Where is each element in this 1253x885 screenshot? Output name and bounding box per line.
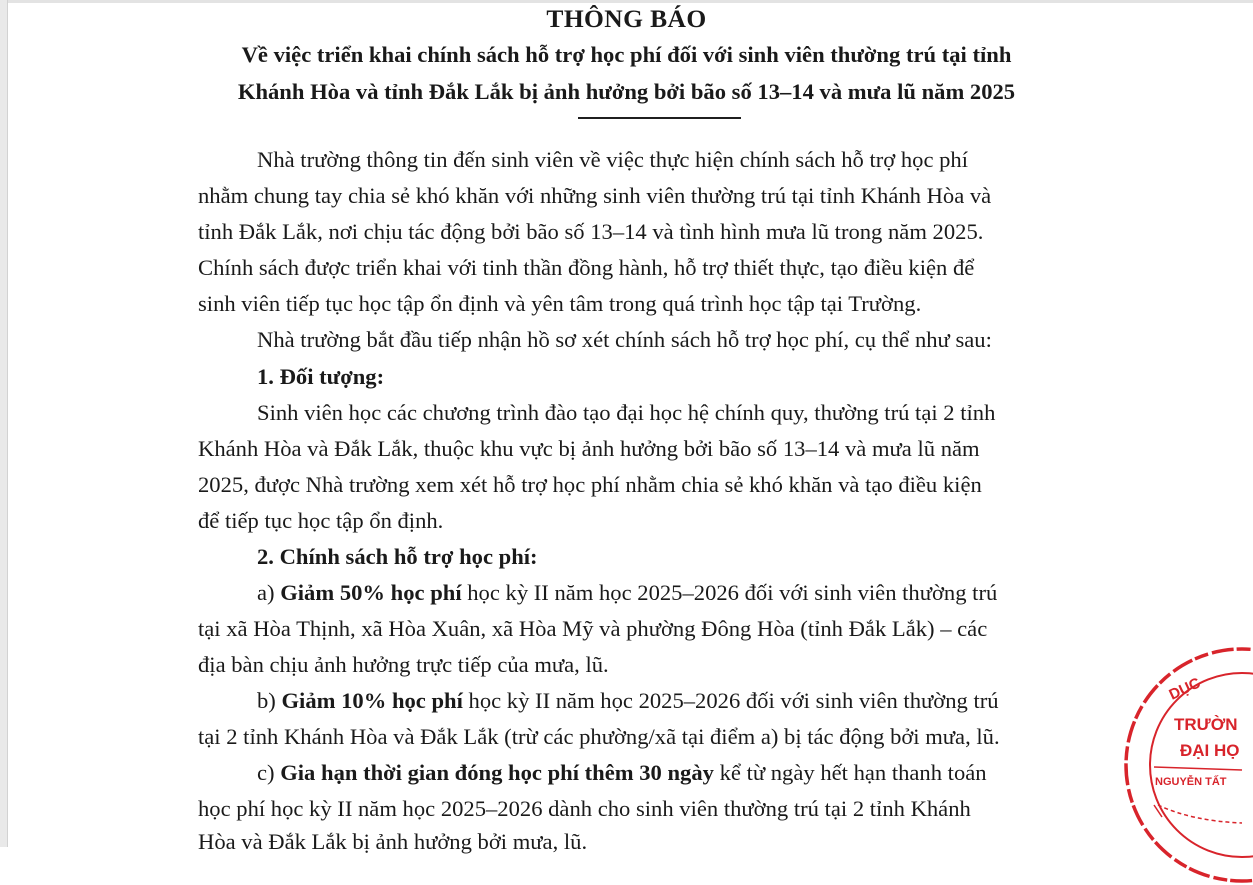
item-c-bold: Gia hạn thời gian đóng học phí thêm 30 ngày [280, 760, 714, 785]
item-c-rest: kể từ ngày hết hạn thanh toán [713, 760, 987, 785]
intro-line-6: Nhà trường bắt đầu tiếp nhận hồ sơ xét chính sách hỗ trợ học phí, cụ thể như sau: [257, 327, 992, 352]
intro-line-1: Nhà trường thông tin đến sinh viên về việc thực hiện chính sách hỗ trợ học phí [257, 147, 968, 172]
intro-line-5: sinh viên tiếp tục học tập ổn định và yên tâm trong quá trình học tập tại Trường. [198, 291, 922, 316]
item-b-rest: học kỳ II năm học 2025–2026 đối với sinh viên thường trú [462, 688, 999, 713]
title-underline [578, 117, 741, 119]
item-a-line-3: địa bàn chịu ảnh hưởng trực tiếp của mưa, lũ. [198, 652, 609, 677]
section2-heading: 2. Chính sách hỗ trợ học phí: [257, 544, 538, 569]
section1-line-2: Khánh Hòa và Đắk Lắk, thuộc khu vực bị ảnh hưởng bởi bão số 13–14 và mưa lũ năm [198, 436, 980, 461]
section1-line-3: 2025, được Nhà trường xem xét hỗ trợ học phí nhằm chia sẻ khó khăn và tạo điều kiện [198, 472, 982, 497]
item-b-line-1 [257, 686, 999, 716]
intro-line-2: nhằm chung tay chia sẻ khó khăn với những sinh viên thường trú tại tỉnh Khánh Hòa và [198, 183, 992, 208]
intro-line-3: tỉnh Đắk Lắk, nơi chịu tác động bởi bão số 13–14 và tình hình mưa lũ trong năm 2025. [198, 219, 984, 244]
item-a-prefix: a) [257, 580, 281, 605]
notice-heading: THÔNG BÁO [546, 4, 707, 33]
viewer-left-edge [0, 0, 8, 847]
item-a-line-1 [257, 578, 997, 608]
stamp-arc-text: DỤC [1166, 674, 1204, 704]
item-a-rest: học kỳ II năm học 2025–2026 đối với sinh viên thường trú [461, 580, 998, 605]
intro-line-4: Chính sách được triển khai với tinh thần đồng hành, hỗ trợ thiết thực, tạo điều kiện để [198, 255, 975, 280]
item-a-line-2: tại xã Hòa Thịnh, xã Hòa Xuân, xã Hòa Mỹ và phường Đông Hòa (tỉnh Đắk Lắk) – các [198, 616, 988, 641]
item-b-bold: Giảm 10% học phí [281, 688, 463, 713]
stamp-line-3: NGUYỄN TẤT [1155, 776, 1227, 788]
item-c-line-2: học phí học kỳ II năm học 2025–2026 dành cho sinh viên thường trú tại 2 tỉnh Khánh [198, 796, 971, 821]
section1-line-4: để tiếp tục học tập ổn định. [198, 508, 444, 533]
stamp-line-1: TRƯỜN [1174, 715, 1238, 734]
notice-subtitle-line2: Khánh Hòa và tỉnh Đắk Lắk bị ảnh hưởng bởi bão số 13–14 và mưa lũ năm 2025 [237, 79, 1016, 104]
viewer-top-edge [0, 0, 1253, 3]
item-b-prefix: b) [257, 688, 282, 713]
item-c-prefix: c) [257, 760, 281, 785]
section1-heading: 1. Đối tượng: [257, 364, 385, 389]
official-seal-stamp [1122, 645, 1253, 885]
item-b-line-2: tại 2 tỉnh Khánh Hòa và Đắk Lắk (trừ các phường/xã tại điểm a) bị tác động bởi mưa, lũ. [198, 724, 1000, 749]
stamp-line-2: ĐẠI HỌ [1180, 741, 1240, 760]
item-c-line-3: Hòa và Đắk Lắk bị ảnh hưởng bởi mưa, lũ. [198, 829, 588, 854]
item-c-line-1 [257, 758, 987, 788]
item-a-bold: Giảm 50% học phí [280, 580, 462, 605]
notice-subtitle-line1: Về việc triển khai chính sách hỗ trợ học phí đối với sinh viên thường trú tại tỉnh [241, 42, 1012, 67]
section1-line-1: Sinh viên học các chương trình đào tạo đại học hệ chính quy, thường trú tại 2 tỉnh [257, 400, 996, 425]
